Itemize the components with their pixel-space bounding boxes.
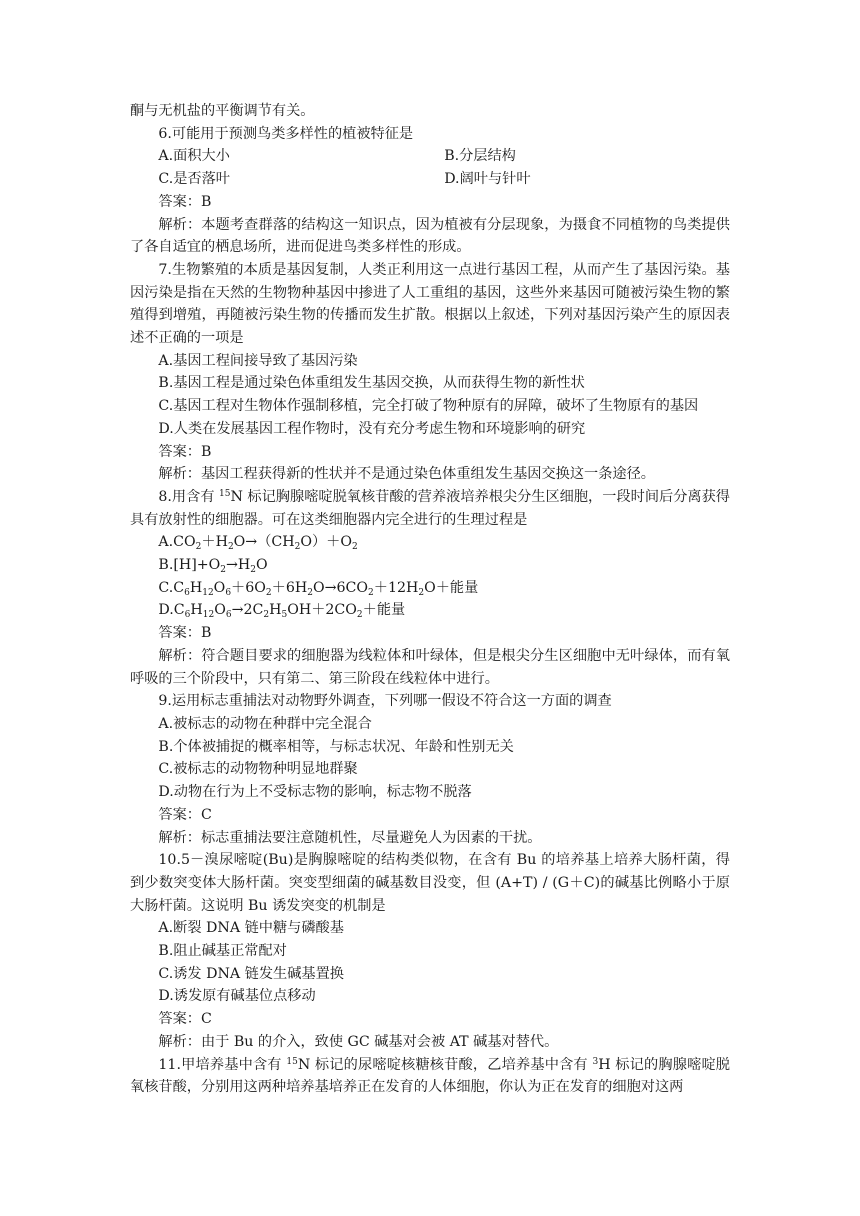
q8-option-c: $C.C_6H_{12}O_6+6O_2+6H_2O\to 6CO_2+12H_2O+$能量 [158, 579, 479, 598]
q8-explanation: 解析：符合题目要求的细胞器为线粒体和叶绿体，但是根尖分生区细胞中无叶绿体，而有氧呼吸的三个阶段中，只有第二、第三阶段在线粒体中进行。 [130, 647, 730, 687]
q7-option-d: D.人类在发展基因工程作物时，没有充分考虑生物和环境影响的研究 [158, 420, 586, 437]
q9-option-b: B.个体被捕捉的概率相等，与标志状况、年龄和性别无关 [158, 738, 514, 755]
q6-options-row1 [130, 145, 730, 168]
q6-option-d: D.阔叶与针叶 [444, 171, 531, 188]
question-9: 9.运用标志重捕法对动物野外调查，下列哪一假设不符合这一方面的调查 [158, 693, 612, 710]
q9-option-a: A.被标志的动物在种群中完全混合 [158, 715, 372, 732]
question-11: 11.甲培养基中含有 $^{15}$N 标记的尿嘧啶核糖核苷酸，乙培养基中含有 $^3$H 标记的胸腺嘧啶脱氧核苷酸，分别用这两种培养基培养正在发育的人体细胞，你认为正在发育的细胞对这两 [130, 1056, 730, 1096]
q8-answer: 答案：B [158, 625, 212, 642]
q7-option-c: C.基因工程对生物体作强制移植，完全打破了物种原有的屏障，破坏了生物原有的基因 [158, 398, 699, 415]
q9-option-d: D.动物在行为上不受标志物的影响，标志物不脱落 [158, 784, 472, 801]
question-7: 7.生物繁殖的本质是基因复制，人类正利用这一点进行基因工程，从而产生了基因污染。基因污染是指在天然的生物物种基因中掺进了人工重组的基因，这些外来基因可随被污染生物的繁殖得到增殖，再随被污染生物的传播而发生扩散。根据以上叙述，下列对基因污染产生的原因表述不正确的一项是 [130, 261, 730, 347]
q10-option-a: A.断裂 DNA 链中糖与磷酸基 [158, 920, 344, 937]
q10-explanation: 解析：由于 Bu 的介入，致使 GC 碱基对会被 AT 碱基对替代。 [158, 1033, 559, 1050]
q6-explanation: 解析：本题考查群落的结构这一知识点，因为植被有分层现象，为摄食不同植物的鸟类提供了各自适宜的栖息场所，进而促进鸟类多样性的形成。 [130, 216, 730, 256]
q6-option-b: B.分层结构 [444, 148, 516, 165]
question-8: 8.用含有 $^{15}$N 标记胸腺嘧啶脱氧核苷酸的营养液培养根尖分生区细胞，一段时间后分离获得具有放射性的细胞器。可在这类细胞器内完全进行的生理过程是 [130, 488, 730, 528]
q7-option-a: A.基因工程间接导致了基因污染 [158, 352, 358, 369]
q6-option-a: A.面积大小 [158, 148, 230, 165]
q10-option-b: B.阻止碱基正常配对 [158, 943, 287, 960]
q8-option-b: $B.[H]+O_2\to H_2O$ [158, 557, 268, 576]
q6-options-row2 [130, 168, 730, 191]
q9-answer: 答案：C [158, 806, 212, 823]
q10-option-d: D.诱发原有碱基位点移动 [158, 988, 316, 1005]
document-page [130, 100, 730, 1099]
q6-answer: 答案：B [158, 193, 212, 210]
q7-answer: 答案：B [158, 443, 212, 460]
question-10: 10.5－溴尿嘧啶(Bu)是胸腺嘧啶的结构类似物，在含有 Bu 的培养基上培养大肠杆菌，得到少数突变体大肠杆菌。突变型细菌的碱基数目没变，但 (A+T) / (G＋C)的碱基比例略小于原大肠杆菌。这说明 Bu 诱发突变的机制是 [130, 852, 730, 914]
q10-answer: 答案：C [158, 1011, 212, 1028]
q7-option-b: B.基因工程是通过染色体重组发生基因交换，从而获得生物的新性状 [158, 375, 585, 392]
q8-option-a: $A.CO_2+H_2O\to(CH_2O)+O_2$ [158, 534, 358, 553]
question-6: 6.可能用于预测鸟类多样性的植被特征是 [158, 125, 414, 142]
q8-option-d: $D.C_6H_{12}O_6\to 2C_2H_5OH+2CO_2+$能量 [158, 602, 406, 621]
q9-explanation: 解析：标志重捕法要注意随机性，尽量避免人为因素的干扰。 [158, 829, 542, 846]
q6-option-c: C.是否落叶 [158, 171, 230, 188]
q10-option-c: C.诱发 DNA 链发生碱基置换 [158, 965, 344, 982]
continued-text: 酮与无机盐的平衡调节有关。 [130, 103, 315, 119]
q7-explanation: 解析：基因工程获得新的性状并不是通过染色体重组发生基因交换这一条途径。 [158, 466, 655, 483]
q9-option-c: C.被标志的动物物种明显地群聚 [158, 761, 358, 778]
